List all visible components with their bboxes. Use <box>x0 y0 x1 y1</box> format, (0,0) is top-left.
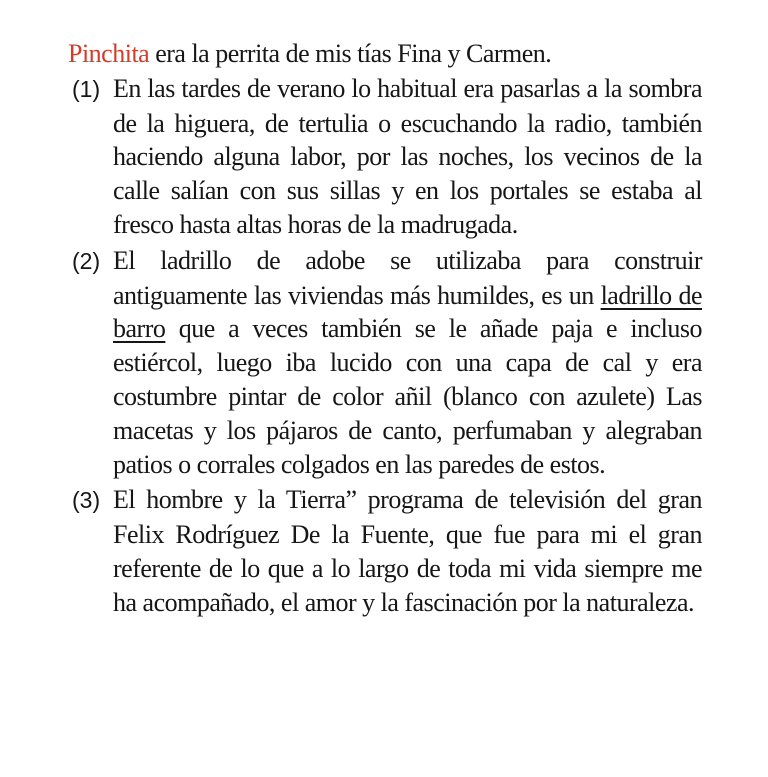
footnote-item-3 <box>68 483 702 619</box>
footnote-item-2 <box>68 244 702 482</box>
footnote-marker-1: (1) <box>72 75 101 102</box>
intro-highlight-word: Pinchita <box>68 39 150 68</box>
footnote-item-1 <box>68 72 702 242</box>
underlined-phrase: ladrillo de barro <box>113 280 702 344</box>
intro-line <box>68 37 702 71</box>
footnote-marker-3: (3) <box>72 487 101 514</box>
footnote-marker-2: (2) <box>72 247 101 274</box>
footnotes-list <box>68 72 702 620</box>
intro-rest-text: era la perrita de mis tías Fina y Carmen. <box>149 39 552 68</box>
footnote-text-3: El hombre y la Tierra” programa de televisión del gran Felix Rodríguez De la Fuente, que fue para mi el gran referente de lo que a lo largo de toda mi vida siempre me ha acompañado, el amor y la fascinación por la naturaleza. <box>113 485 702 617</box>
footnote-text-2-after: que a veces también se le añade paja e incluso estiércol, luego iba lucido con una capa de cal y era costumbre pintar de color añil (blanco con azulete) Las macetas y los pájaros de canto, perfumaban y alegraban patios o corrales colgados en las paredes de estos. <box>113 314 702 479</box>
footnote-text-1: En las tardes de verano lo habitual era pasarlas a la sombra de la higuera, de tertulia o escuchando la radio, también haciendo alguna labor, por las noches, los vecinos de la calle salían con sus sillas y en los portales se estaba al fresco hasta altas horas de la madrugada. <box>113 73 702 239</box>
footnote-text-2-before: El ladrillo de adobe se utilizaba para construir antiguamente las viviendas más humildes, es un <box>113 245 702 310</box>
